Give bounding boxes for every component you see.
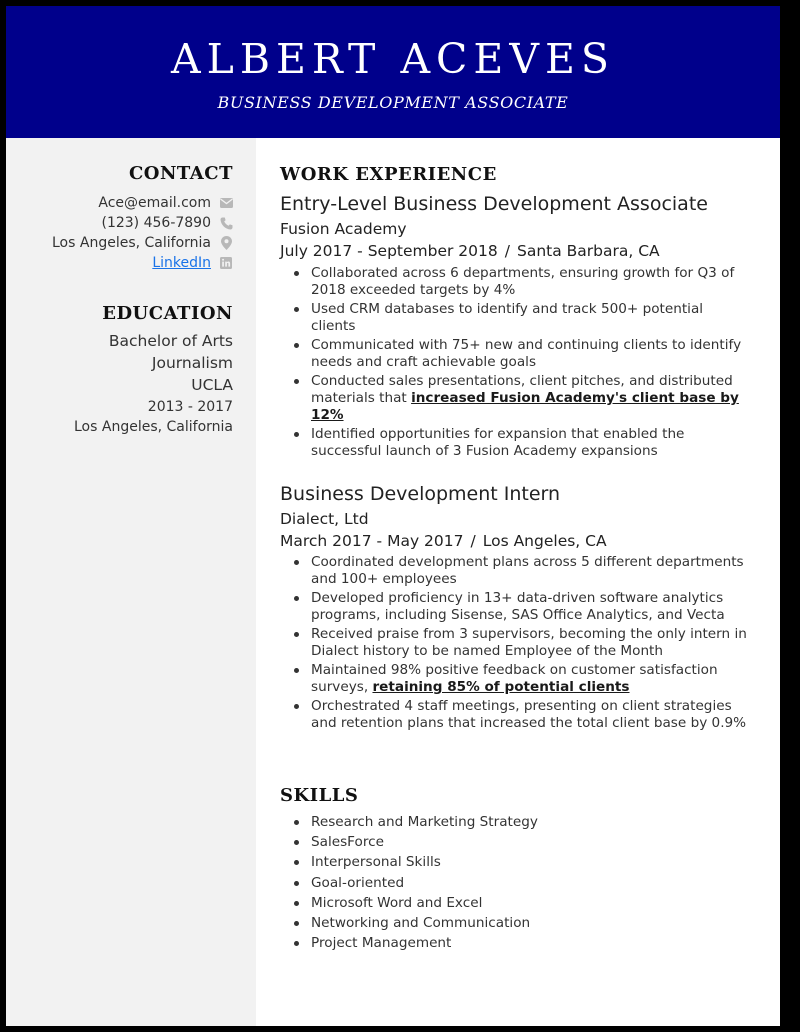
education-heading: EDUCATION bbox=[102, 303, 233, 324]
list-item: Coordinated development plans across 5 different departments and 100+ employees bbox=[280, 554, 750, 588]
contact-linkedin[interactable] bbox=[152, 253, 233, 273]
list-item: Identified opportunities for expansion that enabled the successful launch of 3 Fusion Academy expansions bbox=[280, 426, 750, 460]
linkedin-icon[interactable] bbox=[219, 256, 233, 270]
candidate-name: ALBERT ACEVES bbox=[171, 35, 615, 83]
job-title: Entry-Level Business Development Associate bbox=[280, 193, 708, 215]
bullet-text: Conducted sales presentations, client pitches, and distributed materials that bbox=[311, 373, 733, 406]
job-bullets bbox=[280, 265, 750, 462]
skill-item: Microsoft Word and Excel bbox=[280, 895, 750, 912]
candidate-title: BUSINESS DEVELOPMENT ASSOCIATE bbox=[217, 93, 569, 112]
skill-item: Goal-oriented bbox=[280, 875, 750, 892]
education-major: Journalism bbox=[151, 354, 233, 372]
highlight-text: increased Fusion Academy's client base by 12% bbox=[311, 390, 739, 423]
contact-email bbox=[98, 193, 233, 213]
resume-page bbox=[6, 6, 780, 1026]
bullet-text: Maintained 98% positive feedback on customer satisfaction surveys, bbox=[311, 662, 718, 695]
job-title: Business Development Intern bbox=[280, 483, 561, 505]
education-degree: Bachelor of Arts bbox=[108, 332, 233, 350]
skills-heading: SKILLS bbox=[280, 785, 359, 806]
skill-item: Research and Marketing Strategy bbox=[280, 814, 750, 831]
list-item bbox=[280, 662, 750, 696]
highlight-text: retaining 85% of potential clients bbox=[372, 679, 630, 695]
email-text: Ace@email.com bbox=[98, 195, 211, 211]
education-school: UCLA bbox=[191, 376, 233, 394]
job-location: Santa Barbara, CA bbox=[516, 242, 660, 260]
job-separator: / bbox=[504, 242, 510, 260]
map-pin-icon bbox=[219, 236, 233, 250]
skill-item: Interpersonal Skills bbox=[280, 854, 750, 871]
contact-heading: CONTACT bbox=[128, 163, 233, 184]
phone-icon bbox=[219, 216, 233, 230]
list-item: Used CRM databases to identify and track 500+ potential clients bbox=[280, 301, 750, 335]
job-company: Dialect, Ltd bbox=[280, 510, 369, 528]
job-separator: / bbox=[470, 532, 476, 550]
work-experience-heading: WORK EXPERIENCE bbox=[280, 164, 497, 185]
job-meta bbox=[280, 532, 607, 550]
skill-item: Project Management bbox=[280, 935, 750, 952]
job-company: Fusion Academy bbox=[280, 220, 407, 238]
sidebar bbox=[6, 138, 256, 1026]
phone-text: (123) 456-7890 bbox=[101, 215, 211, 231]
location-text: Los Angeles, California bbox=[52, 235, 211, 251]
list-item: Collaborated across 6 departments, ensuring growth for Q3 of 2018 exceeded targets by 4% bbox=[280, 265, 750, 299]
linkedin-link[interactable]: LinkedIn bbox=[152, 255, 211, 271]
skill-item: Networking and Communication bbox=[280, 915, 750, 932]
header-banner bbox=[6, 6, 780, 138]
envelope-icon bbox=[219, 196, 233, 210]
education-years: 2013 - 2017 bbox=[147, 399, 233, 415]
contact-location bbox=[52, 233, 233, 253]
main-content bbox=[256, 138, 780, 1026]
list-item bbox=[280, 373, 750, 424]
job-meta bbox=[280, 242, 660, 260]
job-location: Los Angeles, CA bbox=[482, 532, 607, 550]
education-location: Los Angeles, California bbox=[74, 419, 233, 435]
list-item: Orchestrated 4 staff meetings, presenting on client strategies and retention plans that increased the total client base by 0.9% bbox=[280, 698, 750, 732]
list-item: Received praise from 3 supervisors, becoming the only intern in Dialect history to be named Employee of the Month bbox=[280, 626, 750, 660]
job-dates: March 2017 - May 2017 bbox=[280, 532, 464, 550]
contact-phone bbox=[102, 213, 234, 233]
list-item: Communicated with 75+ new and continuing clients to identify needs and craft achievable goals bbox=[280, 337, 750, 371]
list-item: Developed proficiency in 13+ data-driven software analytics programs, including Sisense, SAS Office Analytics, and Vecta bbox=[280, 590, 750, 624]
skill-item: SalesForce bbox=[280, 834, 750, 851]
skills-list bbox=[280, 814, 750, 955]
job-dates: July 2017 - September 2018 bbox=[280, 242, 498, 260]
job-bullets bbox=[280, 554, 750, 734]
